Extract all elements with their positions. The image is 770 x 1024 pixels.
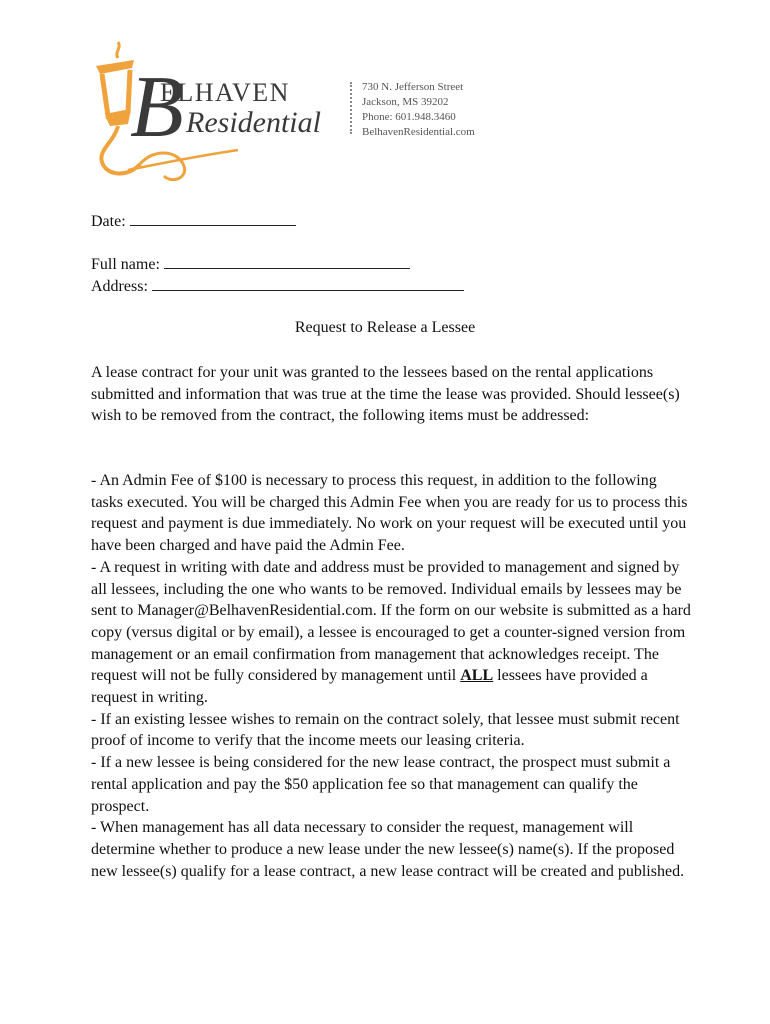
date-label: Date: xyxy=(91,213,126,230)
website: BelhavenResidential.com xyxy=(362,126,475,138)
contact-block xyxy=(362,80,475,140)
brand-name: ELHAVEN xyxy=(160,78,290,107)
all-emphasis: ALL xyxy=(460,667,494,685)
requirement-written-request xyxy=(91,557,691,709)
address-blank-line[interactable] xyxy=(152,276,464,291)
written-request-text-end: lessees have provided a request in writing. xyxy=(91,667,648,707)
requirement-proof-of-income: - If an existing lessee wishes to remain on the contract solely, that lessee must submit recent proof of income to verify that the income meets our leasing criteria. xyxy=(91,710,680,750)
document-title: Request to Release a Lessee xyxy=(294,319,476,336)
fullname-field xyxy=(91,254,410,276)
fullname-blank-line[interactable] xyxy=(164,254,410,269)
requirement-admin-fee: - An Admin Fee of $100 is necessary to process this request, in addition to the following tasks executed. You will be charged this Admin Fee when you are ready for us to process this request and payment is due immediately. No work on your request will be executed until you have been charged and have paid the Admin Fee. xyxy=(91,472,688,555)
phone-number: Phone: 601.948.3460 xyxy=(362,111,456,123)
requirement-new-lessee-application: - If a new lessee is being considered for the new lease contract, the prospect must submit a rental application and pay the $50 application fee so that management can qualify the prospect. xyxy=(91,754,671,815)
date-field xyxy=(91,211,296,233)
written-request-text: - A request in writing with date and address must be provided to management and signed by all lessees, including the one who wants to be removed. Individual emails by lessees may be sent to Manager@BelhavenResidential.com. If the form on our website is submitted as a hard copy (versus digital or by email), a lessee is encouraged to get a counter-signed version from management or an email confirmation from management that acknowledges receipt. The request will not be fully considered by management until xyxy=(91,558,691,685)
requirement-management-decision: - When management has all data necessary to consider the request, management will determine whether to produce a new lease under the new lessee(s) name(s). If the proposed new lessee(s) qualify for a lease contract, a new lease contract will be created and published. xyxy=(91,819,685,880)
address-line-2: Jackson, MS 39202 xyxy=(362,96,449,108)
brand-initial: B xyxy=(130,59,184,156)
brand-subtitle: Residential xyxy=(186,106,321,139)
intro-paragraph xyxy=(91,362,691,427)
address-field xyxy=(91,276,464,298)
date-blank-line[interactable] xyxy=(130,211,296,226)
letterhead-divider xyxy=(350,82,352,134)
fullname-label: Full name: xyxy=(91,256,160,273)
intro-text: A lease contract for your unit was granted to the lessees based on the rental applications submitted and information that was true at the time the lease was provided. Should lessee(s) wish to be removed from the contract, the following items must be addressed: xyxy=(91,364,680,425)
address-line-1: 730 N. Jefferson Street xyxy=(362,81,464,93)
requirements-list xyxy=(91,470,691,882)
address-label: Address: xyxy=(91,278,148,295)
